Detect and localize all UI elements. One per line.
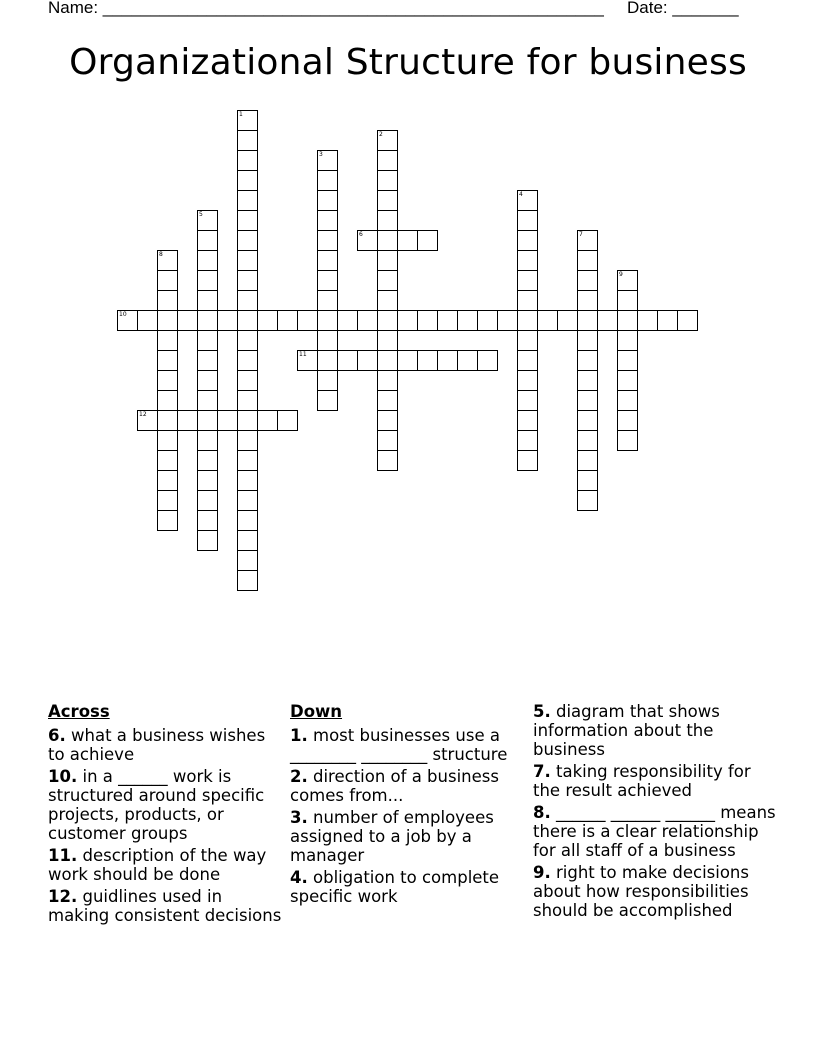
page-title: Organizational Structure for business (69, 42, 747, 83)
crossword-cell[interactable] (217, 310, 238, 331)
crossword-cell[interactable] (237, 290, 258, 311)
cell-number: 7 (579, 231, 583, 238)
crossword-cell[interactable] (237, 270, 258, 291)
crossword-cell[interactable] (577, 390, 598, 411)
crossword-cell[interactable] (377, 270, 398, 291)
crossword-cell[interactable] (157, 350, 178, 371)
crossword-cell[interactable] (517, 410, 538, 431)
crossword-cell[interactable] (157, 510, 178, 531)
crossword-cell[interactable] (237, 110, 258, 131)
crossword-cell[interactable] (517, 390, 538, 411)
crossword-cell[interactable] (577, 310, 598, 331)
crossword-cell[interactable] (197, 210, 218, 231)
crossword-cell[interactable] (377, 150, 398, 171)
crossword-cell[interactable] (577, 450, 598, 471)
cell-number: 12 (139, 411, 147, 418)
crossword-cell[interactable] (197, 270, 218, 291)
crossword-cell[interactable] (277, 410, 298, 431)
crossword-cell[interactable] (197, 490, 218, 511)
crossword-cell[interactable] (577, 270, 598, 291)
crossword-cell[interactable] (377, 410, 398, 431)
crossword-cell[interactable] (377, 190, 398, 211)
crossword-cell[interactable] (157, 390, 178, 411)
crossword-cell[interactable] (197, 430, 218, 451)
crossword-cell[interactable] (417, 230, 438, 251)
crossword-cell[interactable] (417, 310, 438, 331)
across-heading: Across (48, 702, 110, 721)
crossword-cell[interactable] (257, 310, 278, 331)
crossword-cell[interactable] (617, 330, 638, 351)
cell-number: 8 (159, 251, 163, 258)
crossword-cell[interactable] (317, 350, 338, 371)
crossword-cell[interactable] (137, 410, 158, 431)
cell-number: 11 (299, 351, 307, 358)
crossword-cell[interactable] (497, 310, 518, 331)
crossword-cell[interactable] (577, 470, 598, 491)
crossword-cell[interactable] (617, 390, 638, 411)
crossword-cell[interactable] (237, 490, 258, 511)
cell-number: 6 (359, 231, 363, 238)
crossword-cell[interactable] (617, 270, 638, 291)
crossword-cell[interactable] (317, 250, 338, 271)
crossword-cell[interactable] (377, 290, 398, 311)
crossword-cell[interactable] (517, 190, 538, 211)
crossword-cell[interactable] (637, 310, 658, 331)
crossword-cell[interactable] (197, 310, 218, 331)
crossword-cell[interactable] (157, 250, 178, 271)
crossword-cell[interactable] (437, 350, 458, 371)
crossword-cell[interactable] (157, 470, 178, 491)
crossword-cell[interactable] (317, 230, 338, 251)
crossword-cell[interactable] (517, 330, 538, 351)
clue-down-5: 5. diagram that shows information about the business (533, 702, 720, 759)
crossword-cell[interactable] (317, 330, 338, 351)
crossword-cell[interactable] (157, 490, 178, 511)
crossword-cell[interactable] (517, 350, 538, 371)
clue-across-11: 11. description of the way work should be done (48, 846, 267, 884)
clue-down-2: 2. direction of a business comes from... (290, 767, 499, 805)
crossword-cell[interactable] (517, 450, 538, 471)
across-clues (48, 702, 283, 928)
crossword-cell[interactable] (457, 350, 478, 371)
crossword-cell[interactable] (357, 350, 378, 371)
crossword-cell[interactable] (417, 350, 438, 371)
crossword-cell[interactable] (617, 430, 638, 451)
down-clues (290, 702, 525, 909)
clue-across-10: 10. in a ______ work is structured around specific projects, products, or customer groups (48, 767, 265, 843)
crossword-cell[interactable] (237, 530, 258, 551)
crossword-cell[interactable] (177, 410, 198, 431)
crossword-cell[interactable] (377, 330, 398, 351)
cell-number: 3 (319, 151, 323, 158)
crossword-cell[interactable] (237, 170, 258, 191)
clue-down-1: 1. most businesses use a ________ ________ structure (290, 726, 508, 764)
crossword-cell[interactable] (377, 350, 398, 371)
crossword-cell[interactable] (377, 370, 398, 391)
crossword-cell[interactable] (357, 310, 378, 331)
crossword-cell[interactable] (677, 310, 698, 331)
clue-across-12: 12. guidlines used in making consistent decisions (48, 887, 282, 925)
crossword-cell[interactable] (197, 470, 218, 491)
crossword-cell[interactable] (477, 350, 498, 371)
crossword-cell[interactable] (237, 450, 258, 471)
crossword-cell[interactable] (237, 390, 258, 411)
crossword-cell[interactable] (237, 470, 258, 491)
crossword-cell[interactable] (337, 350, 358, 371)
crossword-cell[interactable] (377, 390, 398, 411)
cell-number: 10 (119, 311, 127, 318)
crossword-cell[interactable] (197, 330, 218, 351)
crossword-cell[interactable] (237, 190, 258, 211)
crossword-cell[interactable] (237, 370, 258, 391)
clue-down-4: 4. obligation to complete specific work (290, 868, 500, 906)
clue-down-8: 8. ______ ______ ______ means there is a clear relationship for all staff of a business (533, 803, 776, 860)
crossword-cell[interactable] (317, 170, 338, 191)
crossword-cell[interactable] (197, 230, 218, 251)
crossword-cell[interactable] (577, 350, 598, 371)
crossword-cell[interactable] (157, 370, 178, 391)
crossword-cell[interactable] (317, 370, 338, 391)
crossword-cell[interactable] (597, 310, 618, 331)
crossword-cell[interactable] (377, 430, 398, 451)
crossword-cell[interactable] (237, 350, 258, 371)
crossword-cell[interactable] (377, 310, 398, 331)
crossword-cell[interactable] (117, 310, 138, 331)
crossword-cell[interactable] (197, 350, 218, 371)
crossword-cell[interactable] (197, 290, 218, 311)
crossword-cell[interactable] (577, 430, 598, 451)
cell-number: 2 (379, 131, 383, 138)
crossword-cell[interactable] (577, 410, 598, 431)
crossword-cell[interactable] (397, 310, 418, 331)
crossword-cell[interactable] (557, 310, 578, 331)
crossword-cell[interactable] (297, 350, 318, 371)
crossword-cell[interactable] (237, 570, 258, 591)
crossword-cell[interactable] (617, 410, 638, 431)
cell-number: 5 (199, 211, 203, 218)
crossword-cell[interactable] (157, 290, 178, 311)
name-field-label: Name: _____________________________________________________ (48, 0, 604, 17)
crossword-cell[interactable] (317, 310, 338, 331)
crossword-cell[interactable] (317, 150, 338, 171)
crossword-cell[interactable] (237, 510, 258, 531)
crossword-cell[interactable] (157, 270, 178, 291)
crossword-cell[interactable] (217, 410, 238, 431)
cell-number: 4 (519, 191, 523, 198)
crossword-cell[interactable] (317, 270, 338, 291)
crossword-cell[interactable] (577, 290, 598, 311)
crossword-cell[interactable] (337, 310, 358, 331)
clue-down-7: 7. taking responsibility for the result achieved (533, 762, 751, 800)
crossword-cell[interactable] (157, 330, 178, 351)
crossword-cell[interactable] (317, 210, 338, 231)
crossword-cell[interactable] (517, 230, 538, 251)
crossword-cell[interactable] (317, 390, 338, 411)
crossword-cell[interactable] (157, 410, 178, 431)
cell-number: 9 (619, 271, 623, 278)
crossword-cell[interactable] (237, 210, 258, 231)
crossword-cell[interactable] (277, 310, 298, 331)
crossword-cell[interactable] (377, 230, 398, 251)
crossword-cell[interactable] (157, 310, 178, 331)
cell-number: 1 (239, 111, 243, 118)
crossword-cell[interactable] (397, 230, 418, 251)
crossword-cell[interactable] (157, 450, 178, 471)
crossword-cell[interactable] (237, 330, 258, 351)
crossword-cell[interactable] (377, 210, 398, 231)
crossword-cell[interactable] (517, 210, 538, 231)
crossword-cell[interactable] (197, 390, 218, 411)
crossword-cell[interactable] (317, 290, 338, 311)
crossword-cell[interactable] (377, 450, 398, 471)
crossword-cell[interactable] (657, 310, 678, 331)
crossword-cell[interactable] (517, 370, 538, 391)
crossword-cell[interactable] (397, 350, 418, 371)
crossword-cell[interactable] (157, 430, 178, 451)
crossword-cell[interactable] (297, 310, 318, 331)
crossword-cell[interactable] (237, 550, 258, 571)
crossword-cell[interactable] (577, 490, 598, 511)
crossword-cell[interactable] (257, 410, 278, 431)
crossword-cell[interactable] (517, 430, 538, 451)
crossword-cell[interactable] (577, 250, 598, 271)
crossword-cell[interactable] (517, 250, 538, 271)
crossword-cell[interactable] (237, 130, 258, 151)
crossword-cell[interactable] (517, 270, 538, 291)
crossword-cell[interactable] (617, 370, 638, 391)
clue-down-3: 3. number of employees assigned to a job by a manager (290, 808, 494, 865)
crossword-cell[interactable] (537, 310, 558, 331)
crossword-cell[interactable] (437, 310, 458, 331)
crossword-cell[interactable] (237, 310, 258, 331)
date-field-label: Date: _______ (627, 0, 739, 17)
crossword-cell[interactable] (197, 450, 218, 471)
crossword-cell[interactable] (237, 250, 258, 271)
crossword-cell[interactable] (197, 530, 218, 551)
crossword-cell[interactable] (357, 230, 378, 251)
crossword-cell[interactable] (457, 310, 478, 331)
crossword-cell[interactable] (377, 130, 398, 151)
crossword-cell[interactable] (617, 290, 638, 311)
clue-down-9: 9. right to make decisions about how responsibilities should be accomplished (533, 863, 749, 920)
crossword-cell[interactable] (197, 410, 218, 431)
crossword-cell[interactable] (377, 250, 398, 271)
crossword-cell[interactable] (617, 350, 638, 371)
crossword-cell[interactable] (517, 290, 538, 311)
crossword-cell[interactable] (317, 190, 338, 211)
crossword-cell[interactable] (517, 310, 538, 331)
crossword-cell[interactable] (377, 170, 398, 191)
crossword-cell[interactable] (617, 310, 638, 331)
down-clues-continued (533, 702, 778, 923)
crossword-cell[interactable] (577, 230, 598, 251)
crossword-cell[interactable] (577, 330, 598, 351)
crossword-cell[interactable] (237, 150, 258, 171)
crossword-cell[interactable] (197, 510, 218, 531)
down-heading: Down (290, 702, 343, 721)
crossword-cell[interactable] (237, 230, 258, 251)
crossword-cell[interactable] (197, 370, 218, 391)
clue-across-6: 6. what a business wishes to achieve (48, 726, 266, 764)
crossword-cell[interactable] (137, 310, 158, 331)
crossword-cell[interactable] (177, 310, 198, 331)
crossword-cell[interactable] (237, 430, 258, 451)
crossword-cell[interactable] (577, 370, 598, 391)
crossword-cell[interactable] (477, 310, 498, 331)
crossword-cell[interactable] (197, 250, 218, 271)
crossword-cell[interactable] (237, 410, 258, 431)
